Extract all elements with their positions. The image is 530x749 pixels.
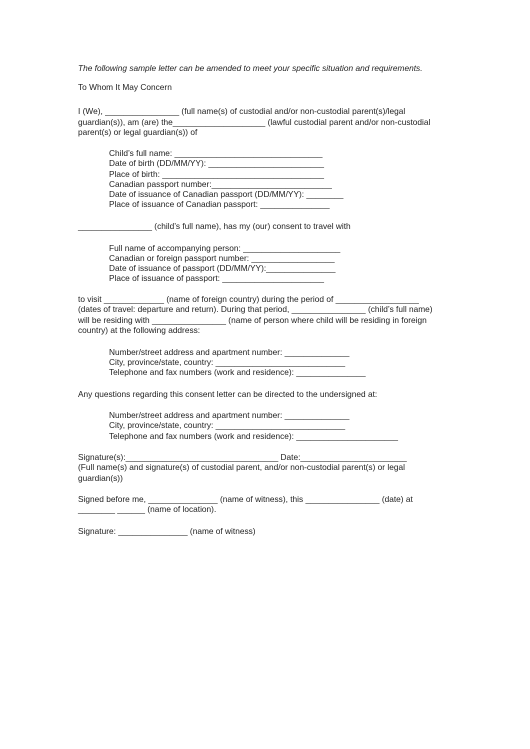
undersigned-phone-field: Telephone and fax numbers (work and residence): ______________________	[109, 431, 398, 441]
child-birthplace-field: Place of birth: ___________________________________	[109, 169, 325, 179]
signature-note-line-2: guardian(s))	[78, 473, 123, 483]
child-passport-issue-date-field: Date of issuance of Canadian passport (DD/MM/YY): ________	[109, 189, 344, 199]
child-dob-field: Date of birth (DD/MM/YY): _________________________	[109, 158, 324, 168]
signature-note-line-1: (Full name(s) and signature(s) of custodial parent, and/or non-custodial parent(s) or legal	[78, 462, 405, 472]
visit-line-2: (dates of travel: departure and return). During that period, ________________ (child’s full name)	[78, 304, 433, 314]
undersigned-city-field: City, province/state, country: ____________________________	[109, 420, 346, 430]
companion-passport-issue-date-field: Date of issuance of passport (DD/MM/YY):_______________	[109, 263, 336, 273]
parent-statement-line-3: parent(s) or legal guardian(s)) of	[78, 127, 198, 137]
parent-statement-line-1: I (We), ________________ (full name(s) of custodial and/or non-custodial parent(s)/legal	[78, 106, 406, 116]
companion-name-field: Full name of accompanying person: _____________________	[109, 243, 341, 253]
stay-city-field: City, province/state, country: ____________________________	[109, 357, 346, 367]
undersigned-address-field: Number/street address and apartment number: ______________	[109, 410, 350, 420]
child-passport-issue-place-field: Place of issuance of Canadian passport: _______________	[109, 199, 330, 209]
visit-line-4: country) at the following address:	[78, 325, 201, 335]
companion-passport-number-field: Canadian or foreign passport number: __________________	[109, 253, 335, 263]
signature-line: Signature(s):_________________________________ Date:_______________________	[78, 452, 407, 462]
questions-line: Any questions regarding this consent letter can be directed to the undersigned at:	[78, 389, 378, 399]
companion-passport-issue-place-field: Place of issuance of passport: ______________________	[109, 273, 325, 283]
signed-before-line-2: ________ ______ (name of location).	[78, 504, 217, 514]
stay-phone-field: Telephone and fax numbers (work and residence): _______________	[109, 367, 366, 377]
visit-line-1: to visit _____________ (name of foreign country) during the period of __________________	[78, 294, 419, 304]
parent-statement-line-2: guardian(s)), am (are) the____________________ (lawful custodial parent and/or non-custodial	[78, 117, 431, 127]
salutation: To Whom It May Concern	[78, 82, 172, 92]
witness-signature-line: Signature: _______________ (name of witness)	[78, 526, 256, 536]
child-full-name-field: Child’s full name: ________________________________	[109, 148, 323, 158]
consent-line: ________________ (child’s full name), has my (our) consent to travel with	[78, 221, 351, 231]
child-passport-number-field: Canadian passport number:__________________________	[109, 179, 332, 189]
signed-before-line-1: Signed before me, _______________ (name of witness), this ________________ (date) at	[78, 494, 413, 504]
stay-address-field: Number/street address and apartment number: ______________	[109, 347, 350, 357]
visit-line-3: will be residing with ________________ (name of person where child will be residing in foreign	[78, 315, 427, 325]
intro-note: The following sample letter can be amended to meet your specific situation and requirements.	[78, 63, 423, 73]
